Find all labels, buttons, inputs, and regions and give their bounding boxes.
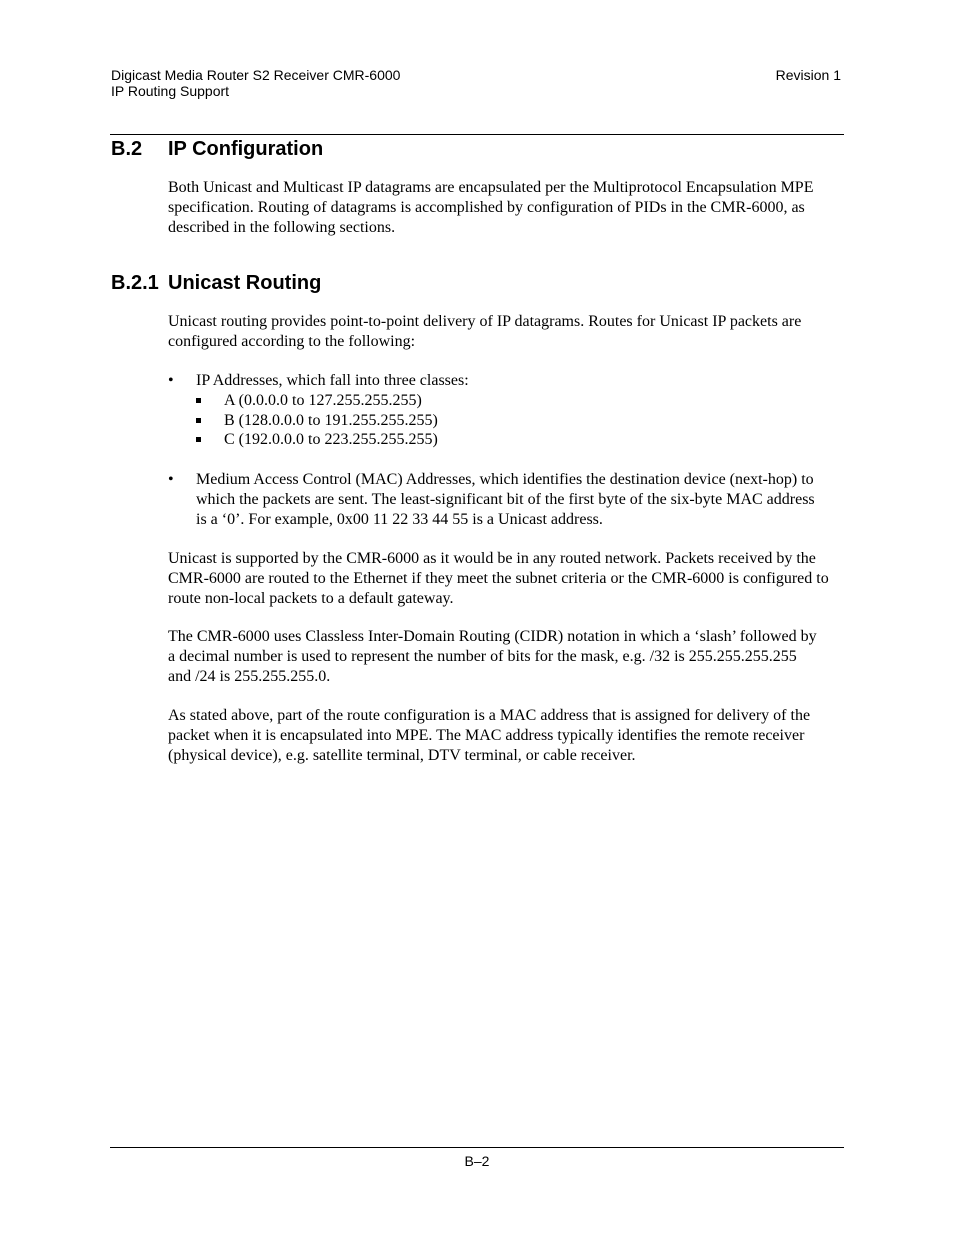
sub-bullet-text: C (192.0.0.0 to 223.255.255.255) <box>224 431 438 448</box>
bullet-text: Medium Access Control (MAC) Addresses, which identifies the destination device (next-hop) to which the packets are sent. The least-significant bit of the first byte of the six-byte MAC address is a ‘0’. For example, 0x00 11 22 33 44 55 is a Unicast address. <box>196 471 815 528</box>
section-title: Unicast Routing <box>168 272 322 294</box>
paragraph-mac-route: As stated above, part of the route configuration is a MAC address that is assigned for delivery of the packet when it is encapsulated into MPE. The MAC address typically identifies the remote receiver (physical device), e.g. satellite terminal, DTV terminal, or cable receiver. <box>168 707 811 764</box>
bullet-dot-icon: • <box>168 372 174 389</box>
paragraph-cidr: The CMR-6000 uses Classless Inter-Domain Routing (CIDR) notation in which a ‘slash’ followed by a decimal number is used to represent the number of bits for the mask, e.g. /32 is 255.255.255.255 and /24 is 255.255.255.0. <box>168 628 817 685</box>
page-number: B–2 <box>464 1153 490 1169</box>
header-divider <box>110 134 844 135</box>
sub-bullet-text: B (128.0.0.0 to 191.255.255.255) <box>224 412 438 429</box>
section-number: B.2 <box>111 138 143 160</box>
sub-bullet-class-b <box>196 411 438 431</box>
bullet-mac-addresses <box>168 470 818 530</box>
square-bullet-icon <box>196 418 201 423</box>
section-number: B.2.1 <box>111 272 159 294</box>
bullet-dot-icon: • <box>168 471 174 488</box>
square-bullet-icon <box>196 398 201 403</box>
footer-divider <box>110 1147 844 1148</box>
paragraph-unicast-intro: Unicast routing provides point-to-point delivery of IP datagrams. Routes for Unicast IP packets are configured according to the following: <box>168 313 802 350</box>
sub-bullet-text: A (0.0.0.0 to 127.255.255.255) <box>224 392 422 409</box>
bullet-ip-addresses <box>168 371 848 391</box>
section-title: IP Configuration <box>168 138 324 160</box>
header-subtitle: IP Routing Support <box>111 83 230 99</box>
bullet-text: IP Addresses, which fall into three classes: <box>196 372 469 389</box>
section-heading-b2 <box>111 137 323 161</box>
header-title: Digicast Media Router S2 Receiver CMR-6000 <box>111 67 401 83</box>
running-header <box>111 67 400 99</box>
sub-bullet-class-c <box>196 430 438 450</box>
square-bullet-icon <box>196 437 201 442</box>
header-revision: Revision 1 <box>775 67 841 83</box>
sub-bullet-class-a <box>196 391 422 411</box>
paragraph-unicast-support: Unicast is supported by the CMR-6000 as it would be in any routed network. Packets received by the CMR-6000 are routed to the Ethernet if they meet the subnet criteria or the CMR-6000 is configured to route non-local packets to a default gateway. <box>168 550 829 607</box>
section-heading-b21 <box>111 271 321 295</box>
paragraph-ip-config: Both Unicast and Multicast IP datagrams are encapsulated per the Multiprotocol Encapsulation MPE specification. Routing of datagrams is accomplished by configuration of PIDs in the CMR-6000, as described in the following sections. <box>168 179 814 236</box>
